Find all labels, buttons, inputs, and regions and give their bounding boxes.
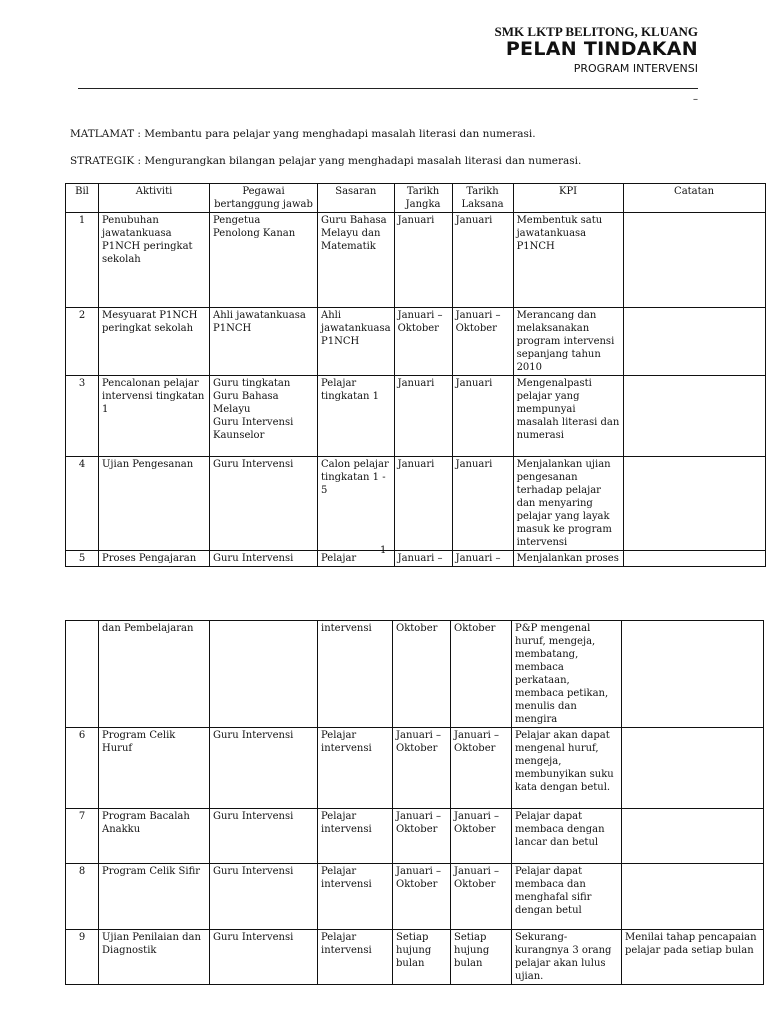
cell-aktiviti: Program Celik Huruf [99, 728, 210, 809]
cell-aktiviti: dan Pembelajaran [99, 621, 210, 728]
cell-bil: 9 [66, 930, 99, 985]
cell-kpi: Menjalankan proses [513, 551, 623, 567]
cell-jangka: Oktober [393, 621, 451, 728]
cell-sasaran: Pelajar intervensi [318, 728, 393, 809]
matlamat-text: MATLAMAT : Membantu para pelajar yang menghadapi masalah literasi dan numerasi. [70, 128, 536, 140]
strategik-text: STRATEGIK : Mengurangkan bilangan pelajar yang menghadapi masalah literasi dan numerasi. [70, 155, 582, 167]
cell-jangka: Januari [394, 457, 452, 551]
table-row [66, 308, 766, 376]
school-name: SMK LKTP BELITONG, KLUANG [494, 24, 698, 39]
cell-laksana: Januari [452, 376, 513, 457]
cell-aktiviti: Mesyuarat P1NCH peringkat sekolah [99, 308, 210, 376]
cell-laksana: Januari [452, 213, 513, 308]
cell-pegawai: Guru Intervensi [210, 864, 318, 930]
cell-kpi: Menjalankan ujian pengesanan terhadap pelajar dan menyaring pelajar yang layak masuk ke program intervensi [513, 457, 623, 551]
cell-sasaran: Guru Bahasa Melayu dan Matematik [318, 213, 395, 308]
action-plan-table-page1 [65, 183, 766, 567]
cell-aktiviti: Program Celik Sifir [99, 864, 210, 930]
table-row [66, 728, 764, 809]
cell-kpi: Pelajar dapat membaca dan menghafal sifir dengan betul [512, 864, 622, 930]
header-rule [78, 88, 698, 89]
cell-pegawai: Guru Intervensi [210, 728, 318, 809]
cell-laksana: Januari – Oktober [452, 308, 513, 376]
cell-sasaran: Calon pelajar tingkatan 1 - 5 [318, 457, 395, 551]
table-row [66, 930, 764, 985]
cell-jangka: Januari – Oktober [393, 864, 451, 930]
cell-jangka: Januari – Oktober [393, 809, 451, 864]
cell-pegawai: Ahli jawatankuasa P1NCH [210, 308, 318, 376]
document-title: PELAN TINDAKAN [505, 38, 698, 60]
cell-laksana: Januari – Oktober [451, 728, 512, 809]
cell-jangka: Januari [394, 213, 452, 308]
cell-catatan [622, 728, 764, 809]
cell-laksana: Januari – Oktober [451, 809, 512, 864]
column-header: Catatan [623, 184, 765, 213]
cell-bil: 5 [66, 551, 99, 567]
cell-bil: 1 [66, 213, 99, 308]
column-header: Tarikh Jangka [394, 184, 452, 213]
cell-kpi: Sekurang-kurangnya 3 orang pelajar akan lulus ujian. [512, 930, 622, 985]
cell-sasaran: Pelajar intervensi [318, 864, 393, 930]
cell-kpi: Pelajar akan dapat mengenal huruf, mengeja, membunyikan suku kata dengan betul. [512, 728, 622, 809]
cell-jangka: Januari [394, 376, 452, 457]
cell-laksana: Januari – [452, 551, 513, 567]
table-header-row [66, 184, 766, 213]
table-row [66, 621, 764, 728]
cell-aktiviti: Proses Pengajaran [99, 551, 210, 567]
cell-bil [66, 621, 99, 728]
cell-pegawai: Guru Intervensi [210, 551, 318, 567]
cell-jangka: Setiap hujung bulan [393, 930, 451, 985]
cell-pegawai: Guru Intervensi [210, 809, 318, 864]
cell-catatan [622, 809, 764, 864]
cell-bil: 3 [66, 376, 99, 457]
cell-aktiviti: Ujian Penilaian dan Diagnostik [99, 930, 210, 985]
cell-sasaran: Pelajar intervensi [318, 930, 393, 985]
cell-pegawai: Pengetua Penolong Kanan [210, 213, 318, 308]
table-row [66, 809, 764, 864]
cell-kpi: P&P mengenal huruf, mengeja, membatang, membaca perkataan, membaca petikan, menulis dan mengira [512, 621, 622, 728]
cell-jangka: Januari – Oktober [393, 728, 451, 809]
cell-aktiviti: Ujian Pengesanan [99, 457, 210, 551]
cell-catatan [622, 621, 764, 728]
cell-sasaran: Pelajar intervensi [318, 809, 393, 864]
column-header: KPI [513, 184, 623, 213]
cell-kpi: Merancang dan melaksanakan program intervensi sepanjang tahun 2010 [513, 308, 623, 376]
cell-sasaran: Pelajar tingkatan 1 [318, 376, 395, 457]
table-row [66, 864, 764, 930]
cell-sasaran: intervensi [318, 621, 393, 728]
table-row [66, 457, 766, 551]
cell-sasaran: Ahli jawatankuasa P1NCH [318, 308, 395, 376]
cell-pegawai: Guru Intervensi [210, 930, 318, 985]
cell-catatan [623, 457, 765, 551]
cell-jangka: Januari – [394, 551, 452, 567]
column-header: Sasaran [318, 184, 395, 213]
cell-catatan [622, 864, 764, 930]
column-header: Bil [66, 184, 99, 213]
cell-catatan: Menilai tahap pencapaian pelajar pada setiap bulan [622, 930, 764, 985]
cell-kpi: Pelajar dapat membaca dengan lancar dan betul [512, 809, 622, 864]
program-name: PROGRAM INTERVENSI [573, 62, 698, 75]
header-dash: – [693, 94, 698, 105]
cell-bil: 6 [66, 728, 99, 809]
cell-sasaran: Pelajar [318, 551, 395, 567]
cell-bil: 4 [66, 457, 99, 551]
cell-pegawai [210, 621, 318, 728]
table-row [66, 551, 766, 567]
page-number: 1 [380, 545, 387, 556]
column-header: Aktiviti [99, 184, 210, 213]
cell-laksana: Januari [452, 457, 513, 551]
cell-catatan [623, 308, 765, 376]
table-row [66, 213, 766, 308]
action-plan-table-page2 [65, 620, 764, 985]
cell-catatan [623, 376, 765, 457]
cell-catatan [623, 213, 765, 308]
cell-aktiviti: Penubuhan jawatankuasa P1NCH peringkat sekolah [99, 213, 210, 308]
cell-bil: 7 [66, 809, 99, 864]
cell-bil: 2 [66, 308, 99, 376]
cell-laksana: Januari – Oktober [451, 864, 512, 930]
cell-jangka: Januari – Oktober [394, 308, 452, 376]
cell-pegawai: Guru Intervensi [210, 457, 318, 551]
column-header: Pegawai bertanggung jawab [210, 184, 318, 213]
cell-laksana: Oktober [451, 621, 512, 728]
cell-kpi: Membentuk satu jawatankuasa P1NCH [513, 213, 623, 308]
table-row [66, 376, 766, 457]
cell-aktiviti: Pencalonan pelajar intervensi tingkatan 1 [99, 376, 210, 457]
cell-laksana: Setiap hujung bulan [451, 930, 512, 985]
column-header: Tarikh Laksana [452, 184, 513, 213]
cell-pegawai: Guru tingkatan Guru Bahasa Melayu Guru Intervensi Kaunselor [210, 376, 318, 457]
cell-bil: 8 [66, 864, 99, 930]
cell-kpi: Mengenalpasti pelajar yang mempunyai masalah literasi dan numerasi [513, 376, 623, 457]
cell-aktiviti: Program Bacalah Anakku [99, 809, 210, 864]
cell-catatan [623, 551, 765, 567]
